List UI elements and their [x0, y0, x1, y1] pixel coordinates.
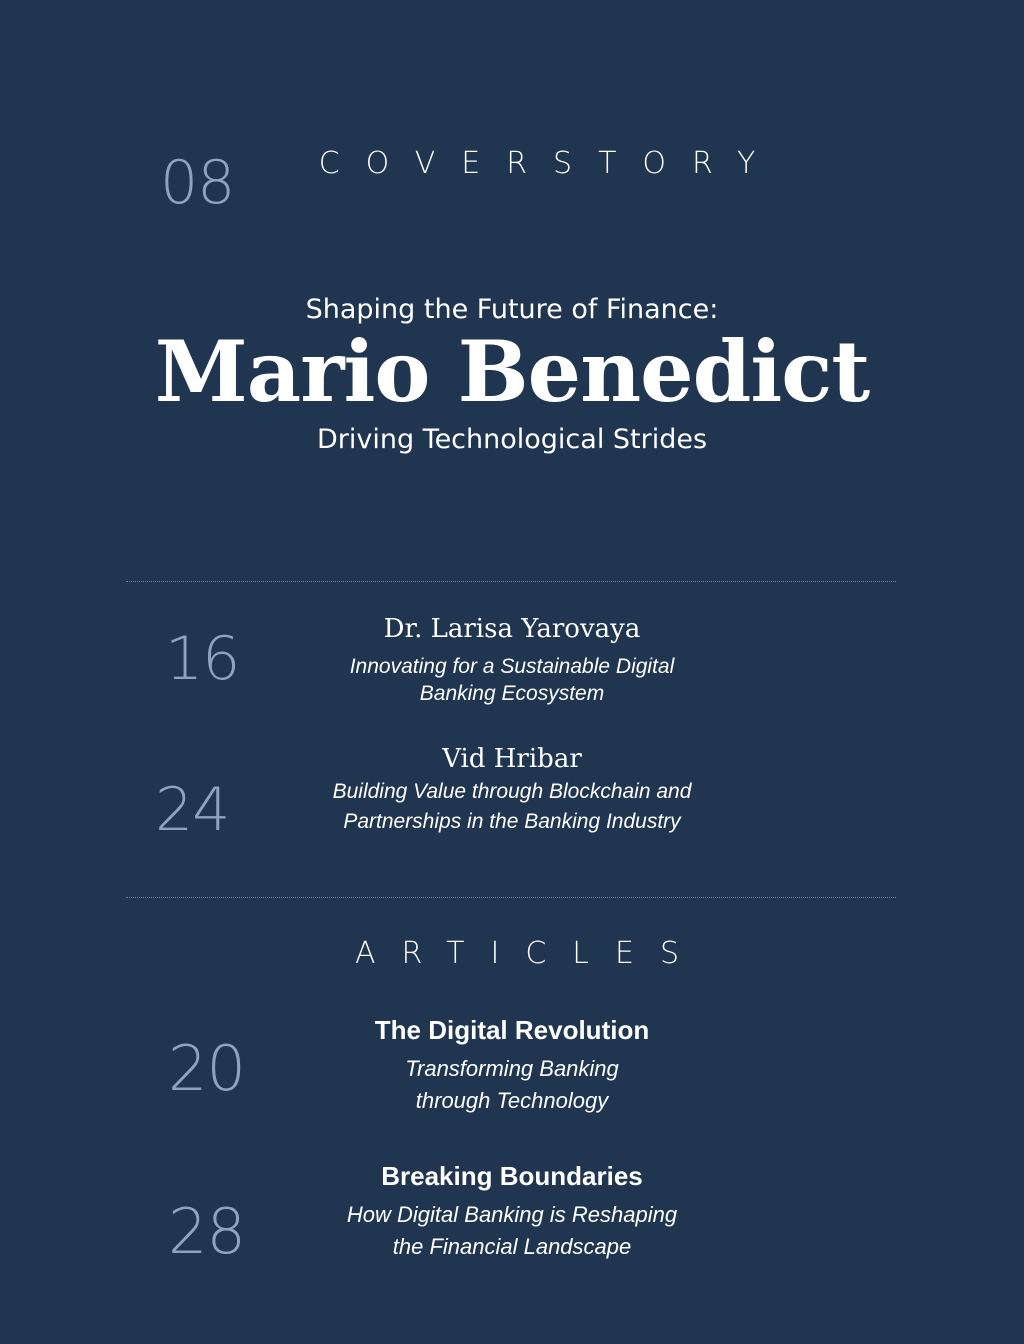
divider-bottom — [126, 897, 896, 898]
article-page-number[interactable]: 20 — [168, 1032, 245, 1105]
article-subtitle-line: through Technology — [415, 1088, 609, 1113]
cover-story-kicker: Shaping the Future of Finance: — [305, 294, 719, 325]
cover-story-subtitle: Driving Technological Strides — [316, 424, 708, 455]
cover-story-name[interactable]: Mario Benedict — [154, 322, 870, 421]
article-title[interactable]: The Digital Revolution — [374, 1015, 650, 1045]
cover-story-section-label: COVERSTORY — [318, 146, 782, 181]
profile-subtitle-line: Partnerships in the Banking Industry — [343, 810, 681, 833]
profile-subtitle-line: Banking Ecosystem — [419, 682, 605, 705]
profile-name[interactable]: Vid Hribar — [442, 744, 582, 774]
profile-page-number[interactable]: 24 — [155, 775, 230, 845]
cover-story-page-number[interactable]: 08 — [160, 148, 235, 218]
profile-subtitle-line: Innovating for a Sustainable Digital — [349, 655, 675, 678]
article-subtitle — [0, 1053, 1024, 1117]
article-subtitle-line: How Digital Banking is Reshaping — [346, 1202, 678, 1227]
article-subtitle-line: the Financial Landscape — [392, 1234, 632, 1259]
articles-section-label: ARTICLES — [354, 936, 706, 971]
profile-subtitle — [0, 777, 1024, 837]
profile-name[interactable]: Dr. Larisa Yarovaya — [383, 614, 641, 644]
article-title[interactable]: Breaking Boundaries — [381, 1161, 643, 1191]
article-subtitle — [0, 1199, 1024, 1263]
divider-top — [126, 581, 896, 582]
article-page-number[interactable]: 28 — [168, 1195, 245, 1268]
article-subtitle-line: Transforming Banking — [405, 1056, 619, 1081]
profile-subtitle — [0, 652, 1024, 706]
profile-page-number[interactable]: 16 — [165, 624, 240, 694]
profile-subtitle-line: Building Value through Blockchain and — [332, 780, 692, 803]
